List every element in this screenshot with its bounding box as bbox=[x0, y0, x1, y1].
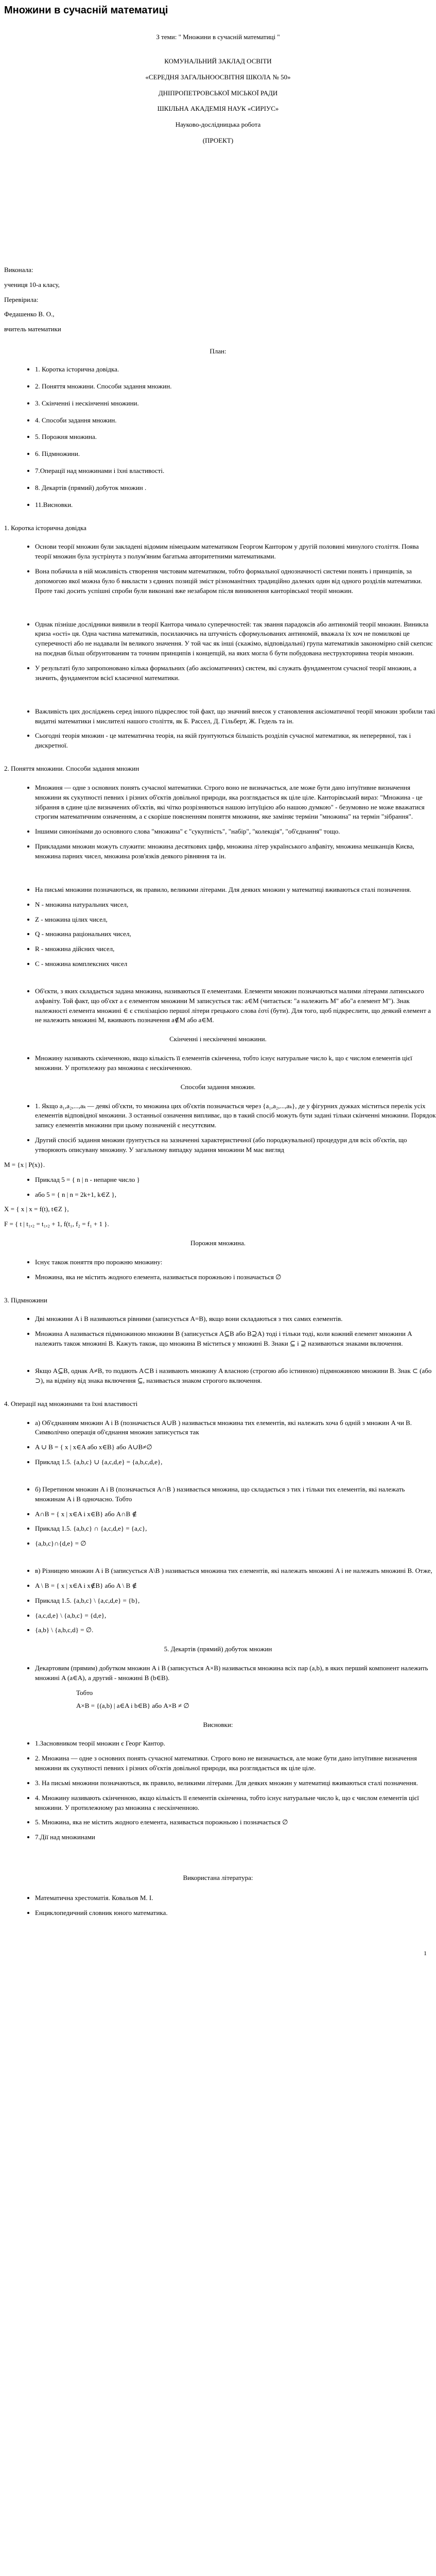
conclusion-item: • 7.Дії над множинами bbox=[35, 1833, 436, 1842]
plan-item: • 1. Коротка історична довідка. bbox=[35, 365, 436, 375]
plan-list bbox=[0, 365, 436, 510]
formula-example: • Приклад 1.5. {a,b,c} ∪ {a,c,d,e} = {a,b,c,d,e}, bbox=[35, 1458, 436, 1467]
plan-item: • 3. Скінченні і нескінченні множини. bbox=[35, 399, 436, 409]
cover-org-line: (ПРОЕКТ) bbox=[202, 137, 234, 145]
section-list bbox=[0, 1485, 436, 1549]
section-list bbox=[0, 620, 436, 683]
formula-example: • {a,b} \ {a,b,c,d} = ∅. bbox=[35, 1625, 436, 1635]
paragraph: • Сьогодні теорія множин - це математична теорія, на якій ґрунтуються більшість розділів сучасної математики, як неперервної, так і дискретної. bbox=[35, 731, 436, 751]
subsection-heading: Порожня множина. bbox=[190, 1239, 246, 1247]
conclusion-item: • 2. Множина — одне з основних понять сучасної математики. Строго воно не визначається, але може бути дано інтуїтивне визначення множини як сукупності певних і різних об'єктів довільної природи, яка розглядається як ціле ціле. bbox=[35, 1754, 436, 1773]
cover-org bbox=[0, 57, 436, 146]
formula-example: • Приклад 1.5. {a,b,c} \ {a,c,d,e} = {b}, bbox=[35, 1596, 436, 1606]
paragraph: • Вона побачила в ній можливість створення чистовим математиком, тобто формальної однозначності системи понять і принципів, за допомогою якої можна було б викласти з єдиних позицій зміст різноманітних традиційно далеких один від одного розділів математики. Проте такі досить успішні спроби були виконані вже незабаром після виникнення канторівської теорії множин. bbox=[35, 567, 436, 596]
formula-example: • {a,c,d,e} \ {a,b,c} = {d,e}, bbox=[35, 1611, 436, 1621]
plan-item: • 4. Способи задання множин. bbox=[35, 416, 436, 426]
section-heading: 5. Декартів (прямий) добуток множин bbox=[164, 1645, 272, 1653]
plan-item: • 8. Декартів (прямий) добуток множин . bbox=[35, 483, 436, 493]
cover-org-line: ШКІЛЬНА АКАДЕМІЯ НАУК «СИРІУС» bbox=[157, 105, 279, 113]
formula-example: • {a,b,c}∩{d,e} = ∅ bbox=[35, 1539, 436, 1549]
set-notation-item: • C - множина комплексних чисел bbox=[35, 959, 436, 969]
formula-example: • A∩B = { x | x∈A і x∈B} або A∩B ∉ bbox=[35, 1510, 436, 1519]
paragraph: • Іншими синонімами до основного слова "множина" є "сукупність", "набір", "колекція", "об'єднання" тощо. bbox=[35, 827, 436, 837]
section-list bbox=[0, 885, 436, 969]
subsection-heading: Скінченні і нескінченні множини. bbox=[169, 1035, 267, 1043]
cover-theme: З теми: " Множини в сучасній математиці " bbox=[156, 33, 280, 41]
literature-item: • Математична хрестоматія. Ковальов М. І. bbox=[35, 1893, 436, 1903]
paragraph: • На письмі множини позначаються, як правило, великими літерами. Для деяких множин у математиці вживаються сталі позначення. bbox=[35, 885, 436, 895]
cover-org-line: Науково-дослідницька робота bbox=[175, 121, 261, 129]
paragraph: • Декартовим (прямим) добутком множин A і B (записується A×B) називається множина всіх пар (a,b), в яких перший компонент належить множині A (a∈A), а другий - множині B (b∈B). bbox=[35, 1664, 436, 1683]
section-list bbox=[0, 707, 436, 751]
formula-example: • або 5 = { n | n = 2k+1, k∈Z }, bbox=[35, 1190, 436, 1200]
author-line: учениця 10-а класу, bbox=[4, 280, 60, 289]
paragraph: • Дві множини A і B називаються рівними (записується A=B), якщо вони складаються з тих самих елементів. bbox=[35, 1314, 436, 1324]
cover-org-line: «СЕРЕДНЯ ЗАГАЛЬНООСВІТНЯ ШКОЛА № 50» bbox=[145, 73, 291, 81]
subsection-heading: Способи задання множин. bbox=[180, 1082, 256, 1091]
plan-item: • 5. Порожня множина. bbox=[35, 432, 436, 442]
conclusions-heading: Висновки: bbox=[203, 1720, 233, 1728]
section-list bbox=[0, 1418, 436, 1467]
paragraph: • У результаті було запропоновано кілька формальних (або аксіоматичних) систем, які служать фундаментом сучасної теорії множин, а значить, фундаментом всієї класичної математики. bbox=[35, 664, 436, 683]
paragraph: • б) Перетином множин A і B (позначається A∩B ) називається множина, що складається з тих і тільки тих елементів, які належать множинам A і B одночасно. Тобто bbox=[35, 1485, 436, 1504]
plan-item: • 6. Підмножини. bbox=[35, 449, 436, 459]
author-line: Перевірила: bbox=[4, 295, 39, 303]
paragraph: • 1. Якщо a₁,a₂,...,aₖ — деякі об'єкти, то множина цих об'єктів позначається через {a₁,a₂,...,aₖ}, де у фігурних дужках міститься перелік усіх елементів відповідної множини. З останньої означення випливає, що в такий спосіб можуть бути задані тільки скінченні множини. Порядок запису елементів множини при цьому позначеній є несуттєвим. bbox=[35, 1101, 436, 1131]
section-heading: 2. Поняття множини. Способи задання множин bbox=[4, 765, 139, 773]
paragraph: • Важливість цих досліджень серед іншого підкреслює той факт, що значний внесок у становлення аксіоматичної теорії множин зробили такі видатні математики і мислителі нашого століття, як Б. Рассел, Д. Гільберт, Ж. Гедель та ін. bbox=[35, 707, 436, 726]
author-line: Федашенко В. О., bbox=[4, 310, 55, 318]
conclusion-item: • 3. На письмі множини позначаються, як правило, великими літерами. Для деяких множин у математиці вживаються сталі позначення. bbox=[35, 1778, 436, 1788]
plan-item: • 7.Операції над множинами і їхні властивості. bbox=[35, 466, 436, 476]
author-line: Виконала: bbox=[4, 265, 33, 274]
formula: A×B = {(a,b) | a∈A і b∈B} або A×B ≠ ∅ bbox=[76, 1701, 189, 1709]
section-list bbox=[0, 1054, 436, 1073]
formula-list bbox=[0, 1175, 436, 1200]
document-title: Множини в сучасній математиці bbox=[4, 5, 168, 16]
literature-list bbox=[0, 1893, 436, 1918]
paragraph: • Множиня — одне з основних понять сучасної математики. Строго воно не визначається, але може бути дано інтуїтивне визначення множини як сукупності певних і різних об'єктів довільної природи, яка розглядається як ціле ціле. Канторівський вираз: "Множина - це зібрання в єдине ціле визначених об'єктів, які чітко розрізняються нашою інтуїцією або нашою думкою" - безумовно не може вважатися строгим математичним означенням, а є скоріше поясненням поняття множини, яке заміняє терміни "множина" на термін "зібрання". bbox=[35, 783, 436, 822]
section-list bbox=[0, 542, 436, 596]
section-list bbox=[0, 1258, 436, 1282]
set-notation-item: • N - множина натуральних чисел, bbox=[35, 900, 436, 910]
section-list bbox=[0, 1101, 436, 1155]
section-list bbox=[0, 1314, 436, 1349]
author-line: вчитель математики bbox=[4, 325, 61, 333]
set-notation-item: • Q - множина раціональних чисел, bbox=[35, 929, 436, 939]
section-heading: 1. Коротка історична довідка bbox=[4, 523, 86, 532]
paragraph: • Об'єкти, з яких складається задана множина, називаються її елементами. Елементи множин позначаються малими літерами латинського алфавіту. Той факт, що об'єкт а є елементом множини M записується так: a∈M (читається: "а належить M" або"а елемент M"). Знак належності елемента множині ∈ є стилізацією першої літери грецького слова ἐστί (бути). Для того, щоб підкреслити, що деякий елемент а не належить множині M, вживають позначення a∉M або a∈M. bbox=[35, 987, 436, 1025]
conclusion-item: • 5. Множина, яка не містить жодного елемента, називається порожньою і позначається ∅ bbox=[35, 1818, 436, 1827]
conclusion-item: • 4. Множину називають скінченною, якщо кількість її елементів скінченна, тобто існує натуральне число k, що є числом елементів цієї множини. У протилежному раз множина є нескінченною. bbox=[35, 1793, 436, 1813]
set-notation-item: • R - множина дійсних чисел, bbox=[35, 944, 436, 954]
section-list bbox=[0, 1366, 436, 1386]
cover-org-line: ДНІПРОПЕТРОВСЬКОЇ МІСЬКОЇ РАДИ bbox=[158, 89, 278, 97]
formula: F = { t | t₁,₂ = t₁,₂ + 1, f(t₁, f₂ = f₁ + 1 }. bbox=[4, 1220, 109, 1228]
formula: M = {x | P(x)}. bbox=[4, 1160, 45, 1168]
literature-heading: Використана література: bbox=[183, 1874, 253, 1882]
formula-example: • A \ B = { x | x∈A і x∉B} або A \ B ∉ bbox=[35, 1581, 436, 1591]
paragraph: • а) Об'єднанням множин A і B (позначається A∪B ) називається множина тих елементів, які належать хоча б одній з множин A чи B. Символічно операція об'єднання множин записується так bbox=[35, 1418, 436, 1438]
tobto-label: Тобто bbox=[76, 1688, 93, 1697]
paragraph: • Множина, яка не містить жодного елемента, називається порожньою і позначається ∅ bbox=[35, 1273, 436, 1282]
paragraph: • Однак пізніше дослідники виявили в теорії Кантора чимало суперечностей: так звання парадоксів або антиномій теорії множин. Виникла криза «ості» ця. Одна частина математиків, посилаючись на штучність сформульованих антиномій, вважала їх хоч не помилкові це суперечності або не надавали їм великого значення. У той час як інші (скажімо, відповідальні) група математиків закономірно свій скепсис на поєднав більш обґрунтованим та точним принципів і концепцій, на яких могла б бути побудована неструкторивна теорія множин. bbox=[35, 620, 436, 658]
section-list bbox=[0, 783, 436, 861]
paragraph: • в) Різницею множин A і B (записується A\B ) називається множина тих елементів, які належать множині A і не належать множині B. Отже, bbox=[35, 1566, 436, 1576]
plan-item: • 11.Висновки. bbox=[35, 500, 436, 510]
formula-example: • Приклад 5 = { n | n - непарне число } bbox=[35, 1175, 436, 1185]
section-list bbox=[0, 1566, 436, 1635]
plan-block bbox=[0, 347, 436, 510]
section-heading: 3. Підмножини bbox=[4, 1296, 47, 1304]
set-notation-item: • Z - множина цілих чисел, bbox=[35, 915, 436, 925]
section-list bbox=[0, 987, 436, 1025]
formula: X = { x | x = f(t), t∈Z }, bbox=[4, 1205, 69, 1213]
paragraph: • Другий спосіб задання множин ґрунтується на зазначенні характеристичної (або породжувальної) процедури для всіх об'єктів, що утворюють описувану множину. У загальному випадку задання множини M має вигляд bbox=[35, 1136, 436, 1155]
paragraph: • Якщо A⊆B, однак A≠B, то подають A⊂B і називають множину A власною (строгою або істинною) підмножиною множини B. Знак ⊂ (або ⊃), на відміну від знака включення ⊆, називається знаком строгого включення. bbox=[35, 1366, 436, 1386]
formula-example: • A ∪ B = { x | x∈A або x∈B} або A∪B≠∅ bbox=[35, 1443, 436, 1452]
formula-example: • Приклад 1.5. {a,b,c} ∩ {a,c,d,e} = {a,c}, bbox=[35, 1524, 436, 1534]
plan-heading: План: bbox=[210, 347, 226, 355]
section-list bbox=[0, 1664, 436, 1683]
page-number: 1 bbox=[424, 1949, 427, 1957]
paragraph: • Множина A називається підмножиною множини B (записується A⊆B або B⊇A) тоді і тільки тоді, коли кожний елемент множини A належить також множині B. Кажуть також, що множина B міститься у множині B. Знаки ⊆ і ⊇ називаються знаками включення. bbox=[35, 1329, 436, 1349]
paragraph: • Існує також поняття про порожню множину: bbox=[35, 1258, 436, 1267]
conclusions-list bbox=[0, 1739, 436, 1842]
paragraph: • Основи теорії множин були закладені відомим німецьким математиком Георгом Кантором у другій половині минулого століття. Поява теорії множин була зустрінута з полум'яним багатьма авторитетними математиками. bbox=[35, 542, 436, 562]
literature-item: • Енциклопедичний словник юного математика. bbox=[35, 1908, 436, 1918]
section-heading: 4. Операції над множинами та їхні властивості bbox=[4, 1399, 138, 1408]
conclusion-item: • 1.Засновником теорії множин є Георг Кантор. bbox=[35, 1739, 436, 1749]
paragraph: • Множину називають скінченною, якщо кількість її елементів скінченна, тобто існує натуральне число k, що є числом елементів цієї множини. У протилежну раз множина є нескінченною. bbox=[35, 1054, 436, 1073]
paragraph: • Прикладами множин можуть служити: множина десяткових цифр, множина літер українського алфавіту, множина мешканців Києва, множина парних чисел, множина розв'язків деякого рівняння та ін. bbox=[35, 842, 436, 861]
plan-item: • 2. Поняття множини. Способи задання множин. bbox=[35, 382, 436, 392]
cover-org-line: КОМУНАЛЬНИЙ ЗАКЛАД ОСВІТИ bbox=[164, 57, 272, 65]
cover-block bbox=[0, 20, 436, 157]
author-block bbox=[0, 157, 436, 334]
